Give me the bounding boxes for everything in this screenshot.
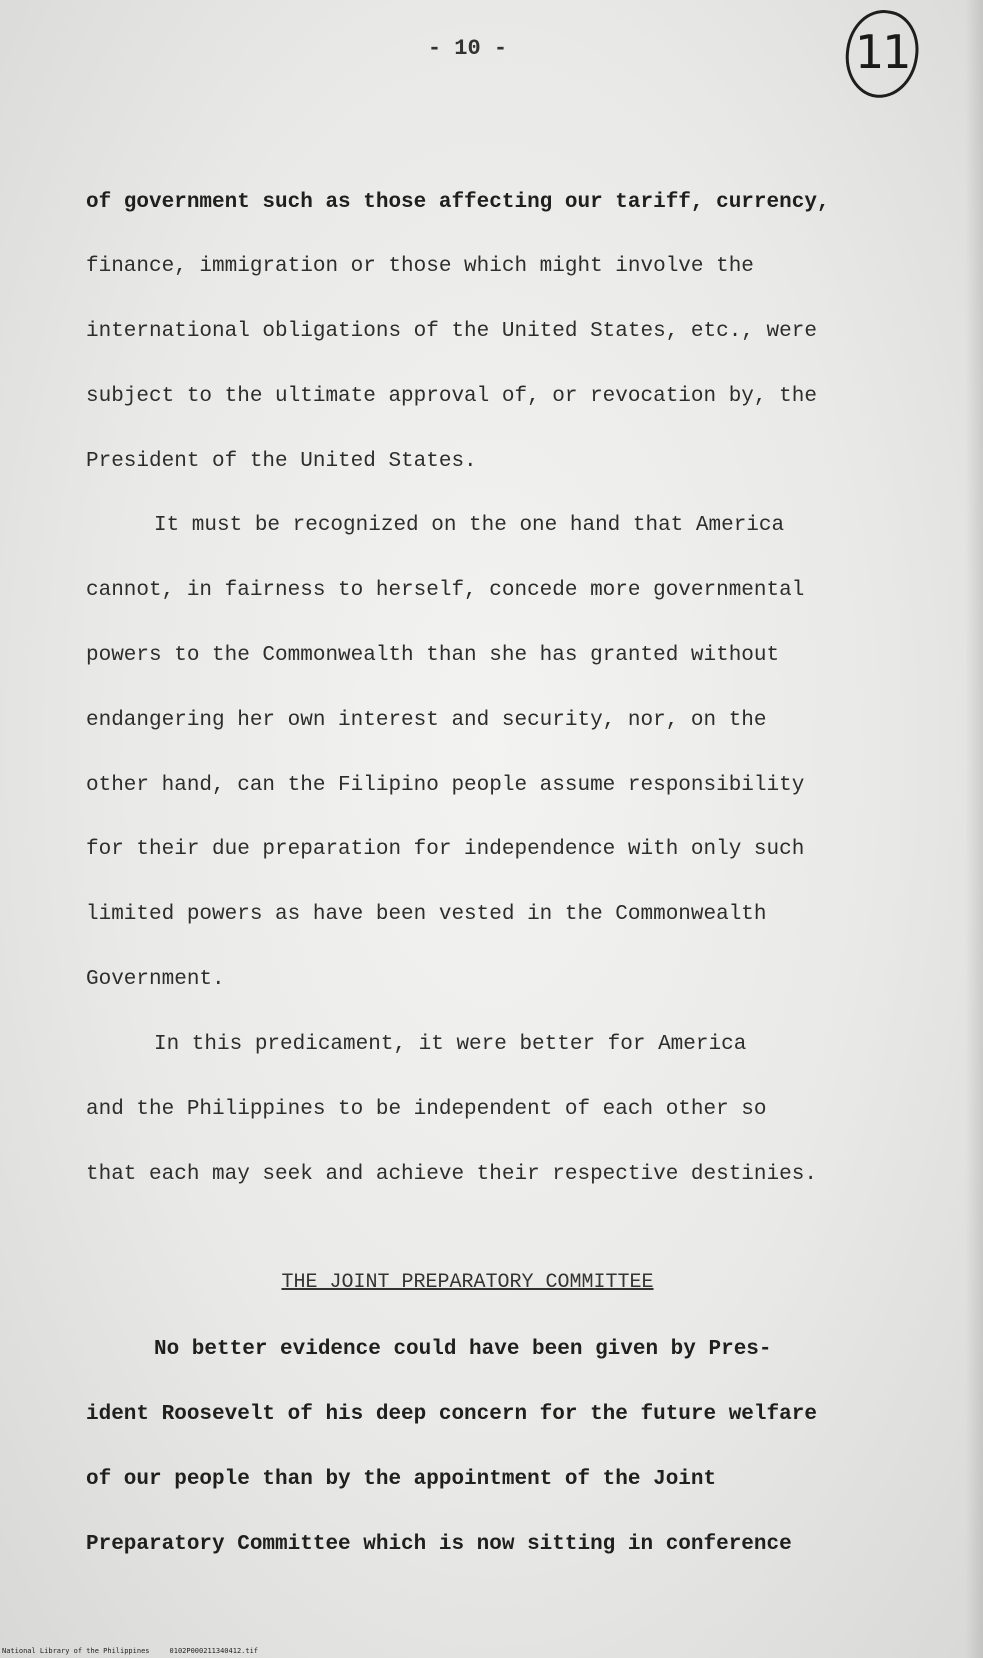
text-line: It must be recognized on the one hand that America: [154, 514, 785, 537]
text-line: cannot, in fairness to herself, concede more governmental: [86, 579, 805, 602]
folio-number: 11: [854, 25, 910, 80]
text-line: of our people than by the appointment of the Joint: [86, 1468, 717, 1491]
text-line: subject to the ultimate approval of, or revocation by, the: [86, 385, 817, 408]
text-line: Government.: [86, 968, 225, 991]
text-line: that each may seek and achieve their respective destinies.: [86, 1163, 817, 1186]
text-line: In this predicament, it were better for America: [154, 1033, 747, 1056]
scan-footer: [2, 1647, 258, 1655]
text-line: No better evidence could have been given by Pres-: [154, 1338, 772, 1361]
text-line: international obligations of the United States, etc., were: [86, 320, 817, 343]
text-line: finance, immigration or those which might involve the: [86, 255, 754, 278]
text-line: powers to the Commonwealth than she has granted without: [86, 644, 780, 667]
footer-file-id: 0102P000211340412.tif: [169, 1647, 259, 1655]
text-line: for their due preparation for independence with only such: [86, 838, 805, 861]
handwritten-folio-mark: [840, 5, 924, 102]
text-line: endangering her own interest and security, nor, on the: [86, 709, 767, 732]
text-line: ident Roosevelt of his deep concern for the future welfare: [86, 1403, 817, 1426]
text-line: other hand, can the Filipino people assume responsibility: [86, 774, 805, 797]
footer-source: National Library of the Philippines: [2, 1647, 150, 1655]
text-line: Preparatory Committee which is now sitting in conference: [86, 1533, 792, 1556]
text-line: limited powers as have been vested in the Commonwealth: [86, 903, 767, 926]
text-line: and the Philippines to be independent of each other so: [86, 1098, 767, 1121]
section-heading: THE JOINT PREPARATORY COMMITTEE: [281, 1271, 654, 1294]
text-line: of government such as those affecting our tariff, currency,: [86, 191, 830, 214]
page-number: - 10 -: [427, 36, 508, 61]
text-line: President of the United States.: [86, 450, 477, 473]
